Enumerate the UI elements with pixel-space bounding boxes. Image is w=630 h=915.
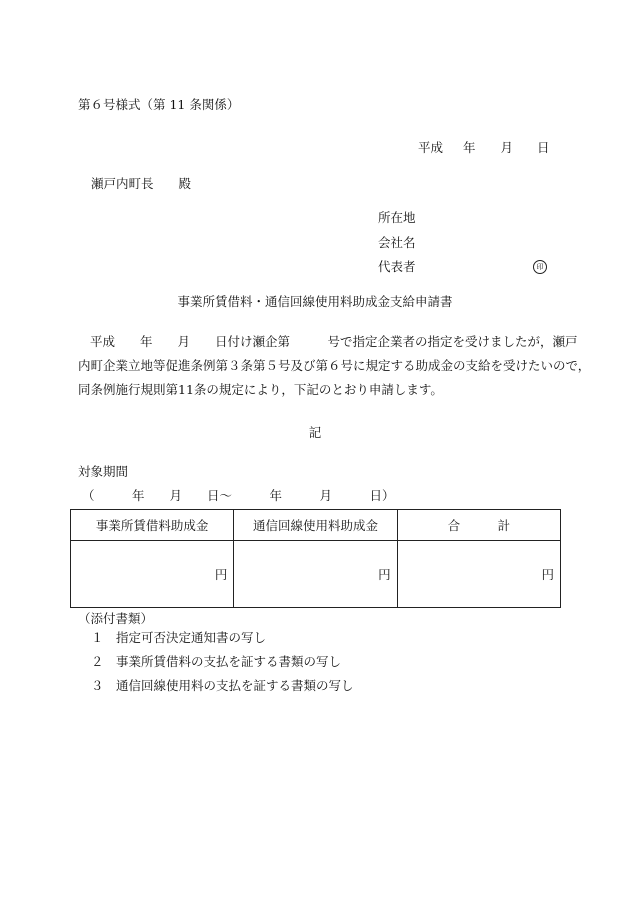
company-label: 会社名	[378, 235, 416, 250]
line-fee-amount-cell[interactable]: 円	[234, 541, 397, 608]
date-month: 月	[500, 140, 514, 155]
total-amount-cell[interactable]: 円	[397, 541, 560, 608]
body-line-2: 内町企業立地等促進条例第３条第５号及び第６号に規定する助成金の支給を受けたいので，	[78, 358, 591, 373]
date-era: 平成	[418, 140, 444, 155]
header-line-fee: 通信回線使用料助成金	[234, 510, 397, 541]
date-line	[418, 142, 550, 155]
document-title: 事業所賃借料・通信回線使用料助成金支給申請書	[177, 294, 453, 309]
body-line-3: 同条例施行規則第11条の規定により，下記のとおり申請します。	[78, 382, 443, 397]
date-day: 日	[537, 140, 550, 155]
table-row	[71, 541, 561, 608]
office-rent-amount-cell[interactable]: 円	[71, 541, 234, 608]
form-number: 第６号様式（第 11 条関係）	[78, 97, 240, 112]
representative-label: 代表者	[378, 259, 416, 274]
table-header-row	[71, 510, 561, 541]
body-paragraph	[78, 330, 591, 402]
body-line-1: 平成 年 月 日付け瀬企第 号で指定企業者の指定を受けましたが，瀬戸	[90, 334, 578, 349]
header-office-rent: 事業所賃借料助成金	[71, 510, 234, 541]
seal-icon: 印	[533, 260, 547, 274]
period-label: 対象期間	[78, 464, 129, 479]
amount-table	[70, 509, 561, 608]
ki-heading: 記	[308, 425, 322, 440]
header-total: 合 計	[397, 510, 560, 541]
address-label: 所在地	[378, 210, 416, 225]
date-year: 年	[463, 140, 476, 155]
attachment-item: ２ 事業所賃借料の支払を証する書類の写し	[91, 654, 342, 669]
attachment-item: １ 指定可否決定通知書の写し	[91, 630, 267, 645]
attachment-item: ３ 通信回線使用料の支払を証する書類の写し	[91, 678, 354, 693]
period-range: （ 年 月 日～ 年 月 日）	[82, 488, 395, 503]
addressee: 瀬戸内町長 殿	[91, 176, 192, 191]
attachments-title: （添付書類）	[78, 611, 154, 626]
